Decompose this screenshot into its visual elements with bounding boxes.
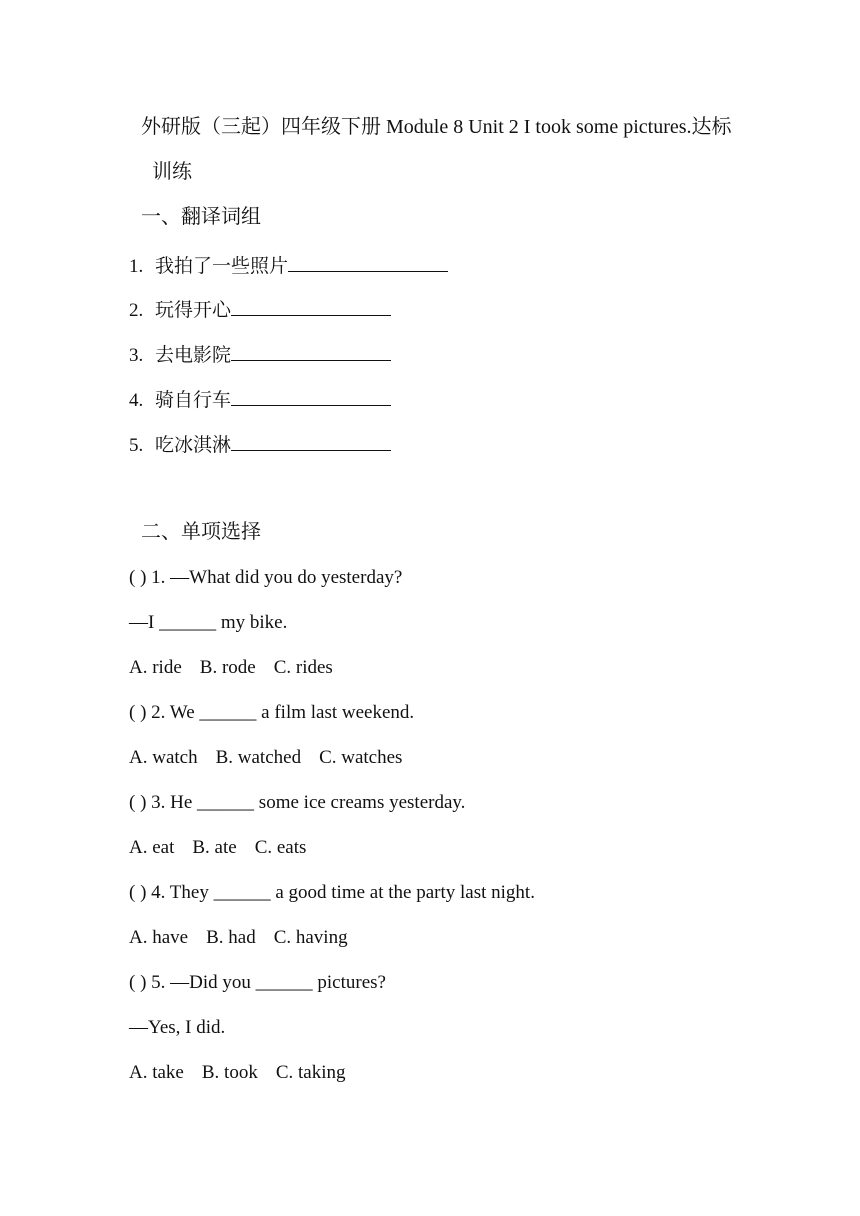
option-b[interactable]: B. took (201, 1062, 258, 1083)
translation-item-5 (129, 432, 391, 458)
question-5: ( ) 5. —Did you ______ pictures? (129, 972, 386, 993)
question-1: ( ) 1. —What did you do yesterday? (129, 567, 403, 588)
item-text: 去电影院 (155, 345, 232, 366)
item-number: 2. (129, 300, 144, 321)
option-a[interactable]: A. have (129, 927, 189, 948)
answer-blank[interactable] (288, 253, 448, 272)
question-2-options (129, 746, 420, 770)
option-c[interactable]: C. watches (319, 747, 403, 768)
question-5-options (129, 1061, 364, 1085)
option-a[interactable]: A. eat (129, 837, 175, 858)
answer-blank[interactable] (231, 297, 391, 316)
translation-item-1 (129, 253, 448, 279)
item-text: 玩得开心 (155, 300, 232, 321)
option-c[interactable]: C. eats (254, 837, 307, 858)
answer-blank[interactable] (231, 432, 391, 451)
option-c[interactable]: C. rides (273, 657, 333, 678)
option-c[interactable]: C. having (273, 927, 348, 948)
option-b[interactable]: B. had (206, 927, 256, 948)
option-a[interactable]: A. watch (129, 747, 198, 768)
question-1-response: —I ______ my bike. (129, 612, 288, 633)
item-text: 骑自行车 (155, 390, 232, 411)
option-b[interactable]: B. rode (199, 657, 256, 678)
item-number: 4. (129, 390, 144, 411)
option-b[interactable]: B. watched (215, 747, 302, 768)
translation-item-3 (129, 342, 391, 368)
option-a[interactable]: A. take (129, 1062, 184, 1083)
question-3: ( ) 3. He ______ some ice creams yesterday. (129, 792, 466, 813)
item-text: 吃冰淇淋 (155, 435, 232, 456)
option-a[interactable]: A. ride (129, 657, 182, 678)
question-3-options (129, 836, 324, 860)
question-5-response: —Yes, I did. (129, 1017, 226, 1038)
question-4-options (129, 926, 366, 950)
translation-item-4 (129, 387, 391, 413)
question-2: ( ) 2. We ______ a film last weekend. (129, 702, 415, 723)
option-c[interactable]: C. taking (275, 1062, 346, 1083)
item-number: 5. (129, 435, 144, 456)
option-b[interactable]: B. ate (192, 837, 237, 858)
answer-blank[interactable] (231, 342, 391, 361)
item-text: 我拍了一些照片 (155, 256, 289, 277)
question-4: ( ) 4. They ______ a good time at the party last night. (129, 882, 535, 903)
answer-blank[interactable] (231, 387, 391, 406)
item-number: 3. (129, 345, 144, 366)
document-title-continued: 训练 (152, 161, 192, 183)
question-1-options (129, 656, 351, 680)
section-1-heading: 一、翻译词组 (141, 206, 261, 228)
item-number: 1. (129, 256, 144, 277)
translation-item-2 (129, 297, 391, 323)
section-2-heading: 二、单项选择 (141, 521, 261, 543)
document-title: 外研版（三起）四年级下册 Module 8 Unit 2 I took some pictures.达标 (141, 116, 732, 138)
